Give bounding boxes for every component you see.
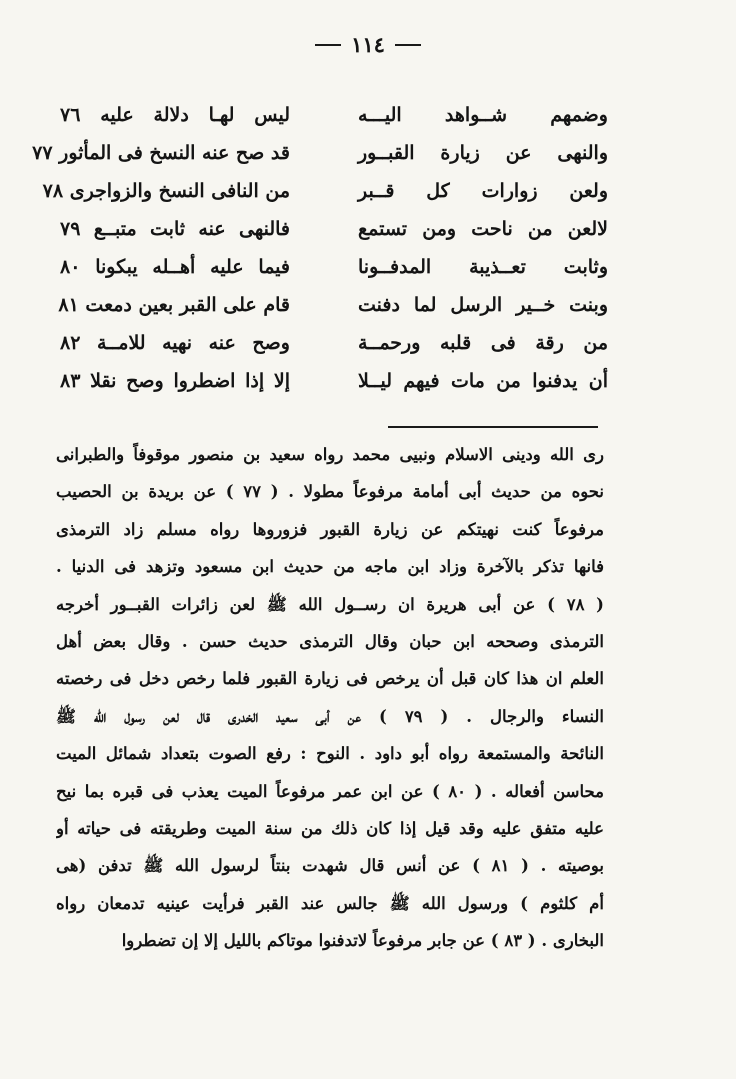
verse-first-hemistich: وضمهم شــواهد اليـــه bbox=[358, 104, 608, 126]
verse-first-hemistich: وثابت تعــذيبة المدفــونا bbox=[358, 256, 608, 278]
verse-row bbox=[32, 134, 608, 172]
verse-first-hemistich: لالعن من ناحت ومن تستمع bbox=[358, 218, 608, 240]
footnote-line: أم كلثوم ) ورسول الله ﷺ جالس عند القبر فرأيت عينيه تدمعان رواه bbox=[56, 893, 604, 913]
footnote-line: محاسن أفعاله . ( ٨٠ ) عن ابن عمر مرفوعاً الميت يعذب فى قبره بما نيح bbox=[56, 781, 604, 801]
footnote-line: النائحة والمستمعة رواه أبو داود . النوح : رفع الصوت بتعداد شمائل الميت bbox=[56, 744, 604, 764]
verse-second-hemistich: فيما عليه أهــله يبكونا ٨٠ bbox=[60, 256, 290, 278]
verse-second-hemistich: قام على القبر بعين دمعت ٨١ bbox=[58, 294, 290, 316]
footnote-line: الترمذى وصححه ابن حبان وقال الترمذى حديث حسن . وقال بعض أهل bbox=[56, 631, 604, 651]
footnote-line: فانها تذكر بالآخرة وزاد ابن ماجه من حديث ابن مسعود وتزهد فى الدنيا . bbox=[56, 557, 604, 577]
page-number: ١١٤ bbox=[351, 32, 385, 57]
verse-row bbox=[60, 96, 608, 134]
poem-block bbox=[32, 96, 608, 400]
verse-second-hemistich: فالنهى عنه ثابت متبــع ٧٩ bbox=[60, 218, 290, 240]
verse-row bbox=[60, 286, 608, 324]
verse-first-hemistich: من رقة فى قلبه ورحمــة bbox=[358, 332, 608, 354]
verse-row bbox=[60, 248, 608, 286]
verse-second-hemistich: وصح عنه نهيه للامــة ٨٢ bbox=[60, 332, 290, 354]
page-header bbox=[0, 30, 736, 60]
verse-second-hemistich: إلا إذا اضطروا وصح نقلا ٨٣ bbox=[60, 370, 290, 392]
footnote-line: نحوه من حديث أبى أمامة مرفوعاً مطولا . ( ٧٧ ) عن بريدة بن الحصيب bbox=[56, 482, 604, 502]
verse-row bbox=[60, 362, 608, 400]
verse-row bbox=[42, 172, 608, 210]
verse-second-hemistich: ليس لهـا دلالة عليه ٧٦ bbox=[60, 104, 290, 126]
footnote-line: ( ٧٨ ) عن أبى هريرة ان رســول الله ﷺ لعن زائرات القبــور أخرجه bbox=[56, 594, 604, 614]
notes-separator-line bbox=[388, 426, 598, 428]
header-dash-right bbox=[395, 44, 421, 46]
verse-first-hemistich: ولعن زوارات كل قــبر bbox=[358, 180, 608, 202]
header-dash-left bbox=[315, 44, 341, 46]
verse-first-hemistich: أن يدفنوا من مات فيهم ليــلا bbox=[358, 370, 608, 392]
footnote-line: العلم ان هذا كان قبل أن يرخص فى زيارة القبور فلما رخص دخل فى رخصته bbox=[56, 669, 604, 689]
verse-row bbox=[60, 324, 608, 362]
footnote-line: بوصيته . ( ٨١ ) عن أنس قال شهدت بنتاً لرسول الله ﷺ تدفن (هى bbox=[56, 856, 604, 876]
footnotes-block bbox=[56, 436, 604, 959]
verse-second-hemistich: قد صح عنه النسخ فى المأثور ٧٧ bbox=[32, 142, 290, 164]
footnote-line: مرفوعاً كنت نهيتكم عن زيارة القبور فزوروها رواه مسلم زاد الترمذى bbox=[56, 519, 604, 539]
verse-first-hemistich: وبنت خــير الرسل لما دفنت bbox=[358, 294, 608, 316]
footnote-line: عليه متفق عليه وقد قيل إذا كان ذلك من سنة الميت وطريقته فى حياته أو bbox=[56, 818, 604, 838]
footnote-line: النساء والرجال . ( ٧٩ ) عن أبى سعيد الخدرى قال لعن رسول الله ﷺ bbox=[56, 706, 604, 726]
footnote-line: رى الله ودينى الاسلام ونبيى محمد رواه سعيد بن منصور موقوفاً والطبرانى bbox=[56, 445, 604, 464]
verse-row bbox=[60, 210, 608, 248]
verse-first-hemistich: والنهى عن زيارة القبــور bbox=[358, 142, 608, 164]
verse-second-hemistich: من النافى النسخ والزواجرى ٧٨ bbox=[42, 180, 290, 202]
footnote-line: البخارى . ( ٨٣ ) عن جابر مرفوعاً لاتدفنوا موتاكم بالليل إلا إن تضطروا bbox=[121, 931, 604, 951]
